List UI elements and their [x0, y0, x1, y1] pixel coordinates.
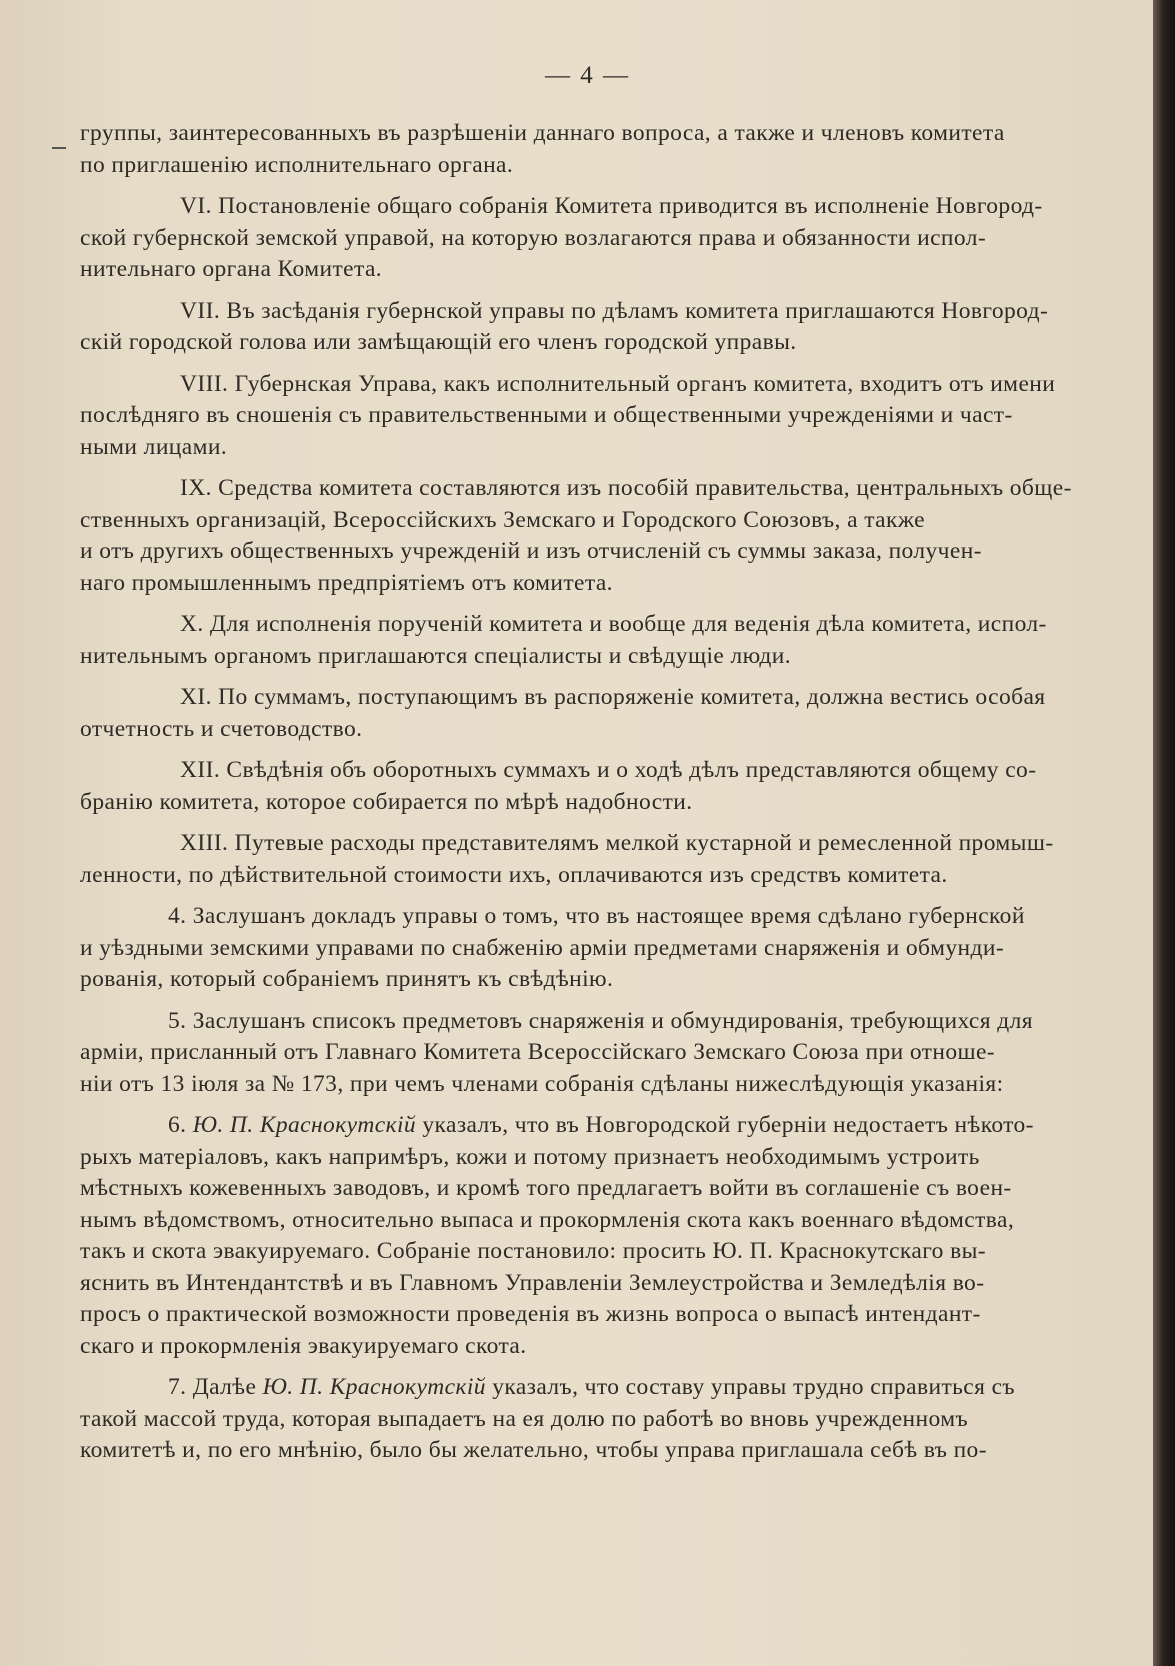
text-line: такъ и скота эвакуируемаго. Собраніе постановило: просить Ю. П. Краснокутскаго вы- [80, 1238, 987, 1264]
text-line: ными лицами. [80, 433, 228, 460]
text-line [80, 1372, 1165, 1404]
text-line: скаго и прокормленія эвакуируемаго скота. [80, 1332, 527, 1359]
document-body [80, 118, 1165, 1467]
text-line: арміи, присланный отъ Главнаго Комитета Всероссійскаго Земскаго Союза при отноше- [80, 1039, 996, 1065]
text-line: нительнаго органа Комитета. [80, 256, 383, 282]
text-line: просъ о практической возможности проведенія въ жизнь вопроса о выпасѣ интендант- [80, 1301, 981, 1327]
text-line: ственныхъ организацій, Всероссійскихъ Земскаго и Городского Союзовъ, а также [80, 506, 925, 533]
text-line: ніи отъ 13 іюля за № 173, при чемъ членами собранія сдѣланы нижеслѣдующія указанія: [80, 1070, 1004, 1097]
text-fragment: указалъ, что въ Новгородской губерніи недостаетъ нѣкото- [422, 1112, 1034, 1138]
text-line: ской губернской земской управой, на которую возлагаются права и обязанности испол- [80, 224, 987, 251]
text-line: нымъ вѣдомствомъ, относительно выпаса и прокормленія скота какъ военнаго вѣдомства, [80, 1206, 1015, 1233]
text-line: и отъ другихъ общественныхъ учрежденій и изъ отчисленій съ суммы заказа, получен- [80, 538, 982, 564]
text-line: такой массой труда, которая выпадаетъ на ея долю по работѣ во вновь учрежденномъ [80, 1405, 969, 1432]
item-number: 6. [168, 1112, 187, 1138]
text-line: ленности, по дѣйствительной стоимости ихъ, оплачиваются изъ средствъ комитета. [80, 861, 948, 888]
text-line: группы, заинтересованныхъ въ разрѣшеніи даннаго вопроса, а также и членовъ комитета [80, 120, 1005, 146]
text-line: XI. По суммамъ, поступающимъ въ распоряженіе комитета, должна вестись особая [180, 684, 1046, 710]
text-line: наго промышленнымъ предпріятіемъ отъ комитета. [80, 569, 613, 596]
item-number: 7. Далѣе [168, 1374, 257, 1400]
margin-mark [52, 147, 66, 149]
text-line: XIII. Путевые расходы представителямъ мелкой кустарной и ремесленной промыш- [180, 830, 1054, 856]
text-line: и уѣздными земскими управами по снабженію арміи предметами снаряженія и обмунди- [80, 934, 1005, 961]
text-line: рованія, который собраніемъ принятъ къ свѣдѣнію. [80, 966, 614, 992]
text-line: бранію комитета, которое собирается по мѣрѣ надобности. [80, 788, 693, 815]
person-name: Ю. П. Краснокутскій [192, 1112, 417, 1138]
text-line: IX. Средства комитета составляются изъ пособій правительства, центральныхъ обще- [180, 475, 1072, 501]
text-line: по приглашенію исполнительнаго органа. [80, 151, 514, 178]
text-line: отчетность и счетоводство. [80, 715, 363, 742]
text-line: XII. Свѣдѣнія объ оборотныхъ суммахъ и о ходѣ дѣлъ представляются общему со- [180, 757, 1037, 783]
text-line: VI. Постановленіе общаго собранія Комитета приводится въ исполненіе Новгород- [180, 193, 1043, 219]
text-line: VIII. Губернская Управа, какъ исполнительный органъ комитета, входитъ отъ имени [180, 370, 1056, 397]
person-name: Ю. П. Краснокутскій [262, 1374, 486, 1400]
text-line: комитетѣ и, по его мнѣнію, было бы желательно, чтобы управа приглашала себѣ въ по- [80, 1437, 987, 1463]
text-line: яснить въ Интендантствѣ и въ Главномъ Управленіи Землеустройства и Земледѣлія во- [80, 1269, 985, 1296]
text-line [80, 1110, 1165, 1142]
text-line: скій городской голова или замѣщающій его членъ городской управы. [80, 329, 797, 355]
text-line: нительнымъ органомъ приглашаются спеціалисты и свѣдущіе люди. [80, 642, 791, 669]
text-line: 4. Заслушанъ докладъ управы о томъ, что въ настоящее время сдѣлано губернской [168, 903, 1025, 929]
text-fragment: указалъ, что составу управы трудно справиться съ [492, 1374, 1015, 1400]
text-line: 5. Заслушанъ списокъ предметовъ снаряженія и обмундированія, требующихся для [168, 1007, 1033, 1034]
text-line: мѣстныхъ кожевенныхъ заводовъ, и кромѣ того предлагаетъ войти въ соглашеніе съ воен- [80, 1175, 1012, 1201]
text-line: VII. Въ засѣданія губернской управы по дѣламъ комитета приглашаются Новгород- [180, 297, 1049, 324]
text-line: рыхъ матеріаловъ, какъ напримѣръ, кожи и потому признаетъ необходимымъ устроить [80, 1143, 980, 1170]
text-line: послѣдняго въ сношенія съ правительственными и общественными учрежденіями и част- [80, 402, 1013, 428]
page-number: — 4 — [545, 62, 630, 89]
text-line: X. Для исполненія порученій комитета и вообще для веденія дѣла комитета, испол- [180, 611, 1047, 637]
